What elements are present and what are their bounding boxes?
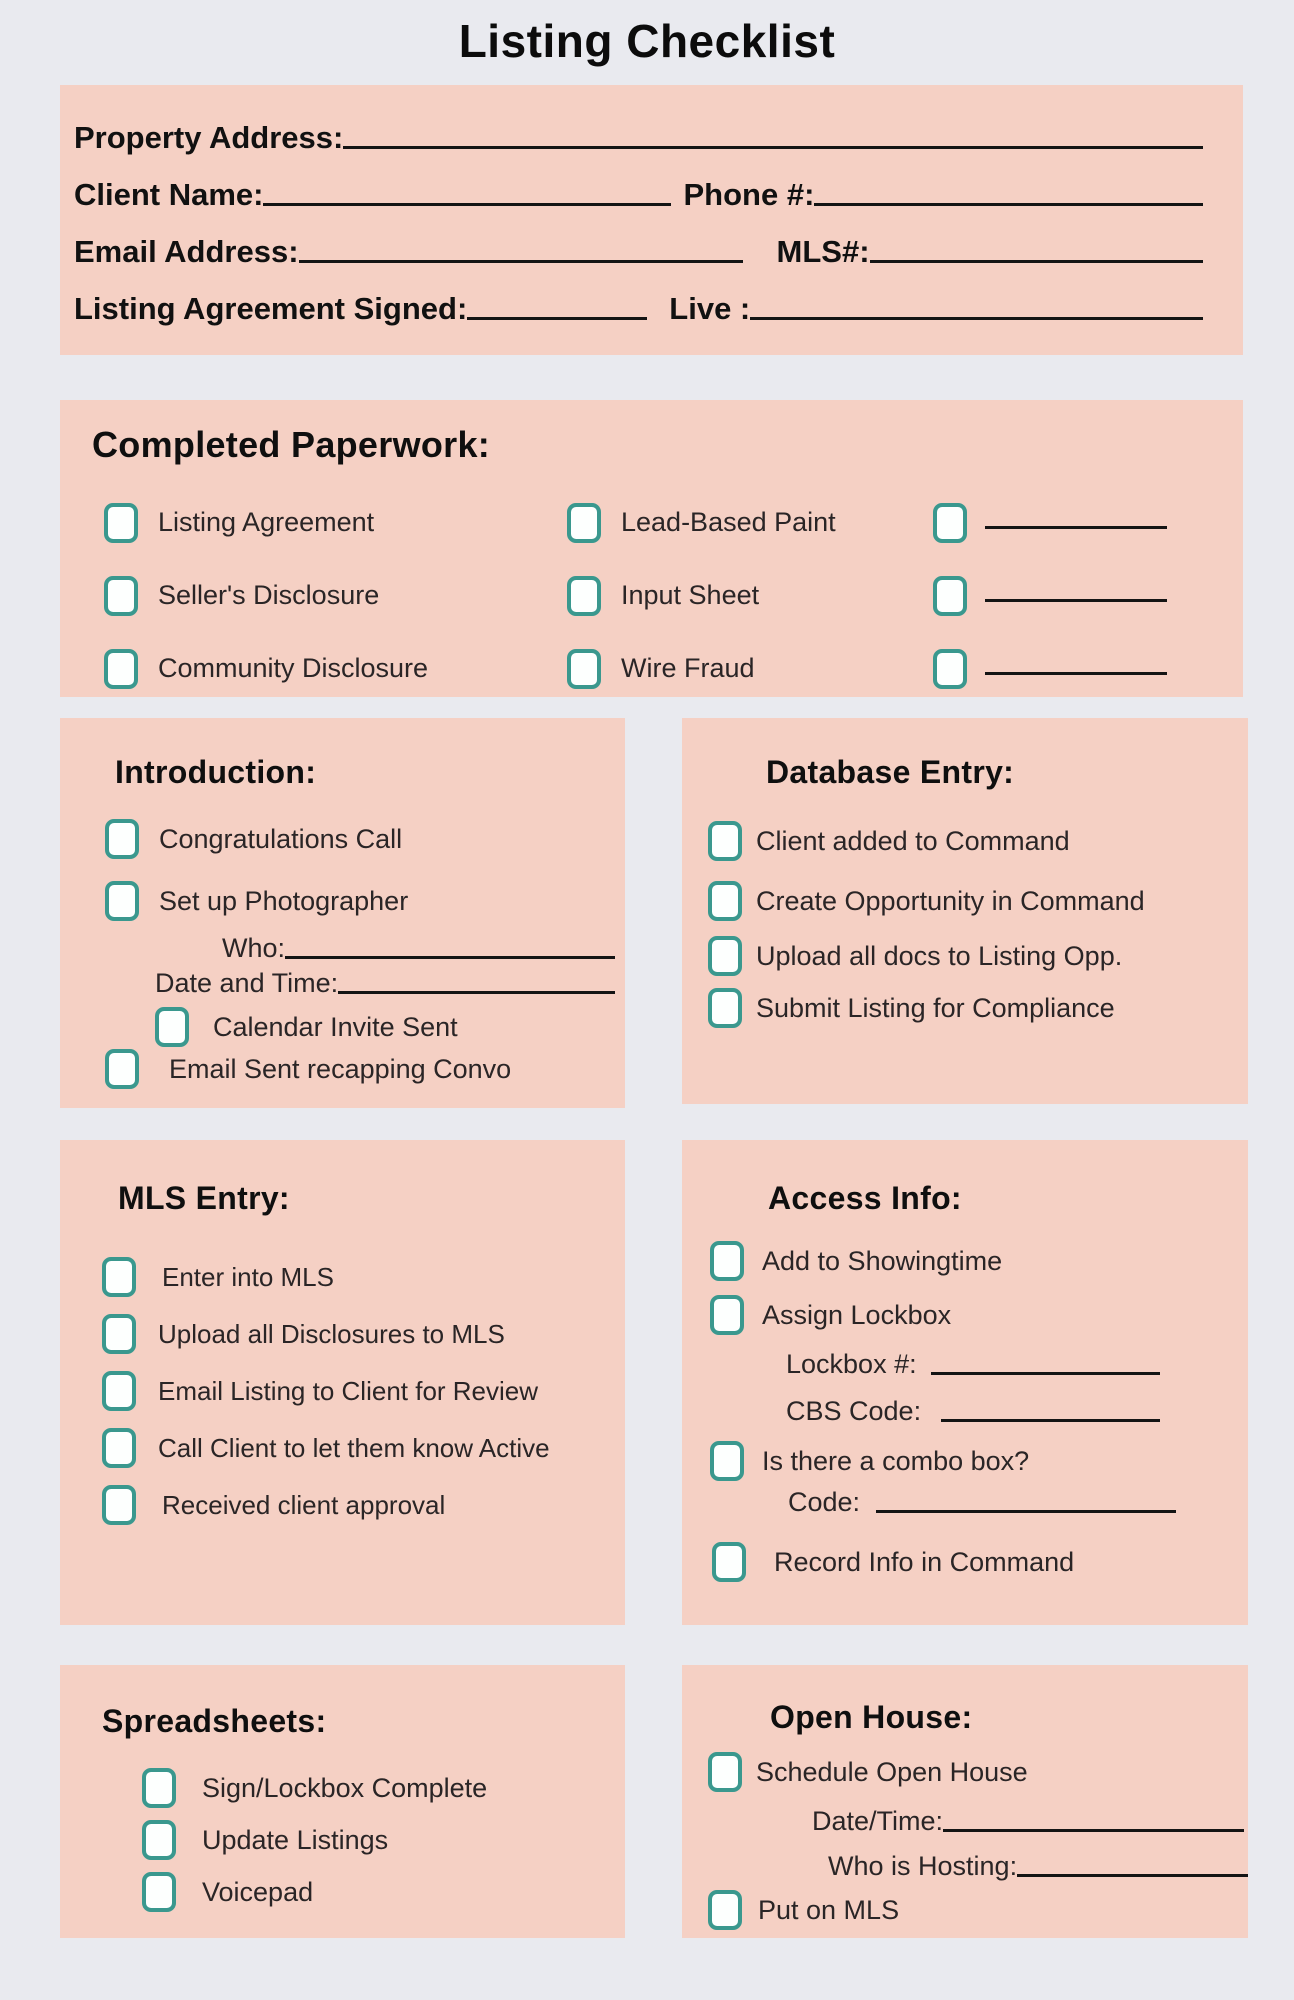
put-on-mls-label: Put on MLS bbox=[758, 1894, 900, 1925]
open-house-datetime-label: Date/Time: bbox=[812, 1806, 944, 1836]
call-client-active-row bbox=[102, 1428, 625, 1468]
email-listing-to-client-for-review-label: Email Listing to Client for Review bbox=[158, 1375, 539, 1406]
update-listings-label: Update Listings bbox=[202, 1824, 389, 1855]
live-label: Live : bbox=[669, 291, 751, 326]
create-opportunity-row bbox=[708, 881, 1248, 921]
enter-into-mls-row bbox=[102, 1257, 625, 1297]
spreadsheets-title: Spreadsheets: bbox=[102, 1703, 327, 1739]
email-listing-review-row bbox=[102, 1371, 625, 1411]
checkbox-schedule-open-house[interactable] bbox=[708, 1752, 742, 1792]
upload-disclosures-row bbox=[102, 1314, 625, 1354]
page-title: Listing Checklist bbox=[458, 15, 836, 67]
add-to-showingtime-row bbox=[710, 1241, 1248, 1281]
photographer-who-row bbox=[222, 933, 615, 964]
email-recap-row bbox=[105, 1049, 625, 1089]
phone-label: Phone #: bbox=[683, 177, 815, 212]
calendar-invite-sent-label: Calendar Invite Sent bbox=[213, 1011, 458, 1042]
mls-number-label: MLS#: bbox=[776, 234, 870, 269]
email-address-label: Email Address: bbox=[74, 234, 299, 269]
photographer-datetime-row bbox=[155, 968, 615, 999]
community-disclosure-label: Community Disclosure bbox=[158, 653, 429, 683]
lead-based-paint-label: Lead-Based Paint bbox=[621, 507, 836, 537]
update-listings-row bbox=[142, 1820, 625, 1860]
paperwork-row bbox=[92, 632, 1203, 705]
blank-paperwork-field-2[interactable] bbox=[985, 599, 1167, 602]
submit-compliance-row bbox=[708, 988, 1248, 1028]
sign-lockbox-complete-label: Sign/Lockbox Complete bbox=[202, 1772, 488, 1803]
lockbox-number-row bbox=[786, 1349, 1160, 1380]
checkbox-upload-all-docs-to-listing-opp[interactable] bbox=[708, 936, 742, 976]
open-house-datetime-field[interactable] bbox=[943, 1829, 1244, 1832]
put-on-mls-row bbox=[708, 1890, 1248, 1930]
listing-agreement-signed-field[interactable] bbox=[467, 317, 647, 320]
call-client-to-let-them-know-active-label: Call Client to let them know Active bbox=[158, 1432, 550, 1463]
checkbox-assign-lockbox[interactable] bbox=[710, 1295, 744, 1335]
sign-lockbox-complete-row bbox=[142, 1768, 625, 1808]
cbs-code-field[interactable] bbox=[941, 1419, 1160, 1422]
signed-live-row bbox=[74, 270, 1203, 327]
client-phone-row bbox=[74, 156, 1203, 213]
voicepad-label: Voicepad bbox=[202, 1876, 314, 1907]
is-there-a-combo-box-label: Is there a combo box? bbox=[762, 1445, 1030, 1476]
checkbox-sellers-disclosure[interactable] bbox=[104, 576, 138, 616]
checkbox-email-listing-to-client-for-review[interactable] bbox=[102, 1371, 136, 1411]
access-info-title: Access Info: bbox=[768, 1180, 962, 1216]
create-opportunity-in-command-label: Create Opportunity in Command bbox=[756, 885, 1145, 916]
spreadsheets-panel bbox=[60, 1665, 625, 1938]
introduction-panel bbox=[60, 718, 625, 1108]
congratulations-call-row bbox=[105, 819, 625, 859]
paperwork-grid bbox=[92, 486, 1203, 705]
add-to-showingtime-label: Add to Showingtime bbox=[762, 1245, 1003, 1276]
mls-entry-panel bbox=[60, 1140, 625, 1625]
client-name-field[interactable] bbox=[263, 203, 671, 206]
submit-listing-for-compliance-label: Submit Listing for Compliance bbox=[756, 992, 1115, 1023]
cbs-code-row bbox=[786, 1396, 1160, 1427]
who-is-hosting-row bbox=[828, 1851, 1248, 1882]
lockbox-number-label: Lockbox #: bbox=[786, 1349, 917, 1379]
header-panel bbox=[60, 85, 1243, 355]
checkbox-blank-1[interactable] bbox=[933, 503, 967, 543]
who-field[interactable] bbox=[285, 956, 615, 959]
record-info-in-command-label: Record Info in Command bbox=[774, 1546, 1075, 1577]
who-is-hosting-field[interactable] bbox=[1017, 1874, 1248, 1877]
listing-agreement-label: Listing Agreement bbox=[158, 507, 375, 537]
checkbox-input-sheet[interactable] bbox=[567, 576, 601, 616]
combo-code-row bbox=[788, 1487, 1176, 1518]
checkbox-update-listings[interactable] bbox=[142, 1820, 176, 1860]
assign-lockbox-row bbox=[710, 1295, 1248, 1335]
sellers-disclosure-label: Seller's Disclosure bbox=[158, 580, 380, 610]
cbs-code-label: CBS Code: bbox=[786, 1396, 922, 1426]
schedule-open-house-label: Schedule Open House bbox=[756, 1756, 1028, 1787]
live-field[interactable] bbox=[750, 317, 1203, 320]
upload-all-disclosures-to-mls-label: Upload all Disclosures to MLS bbox=[158, 1318, 505, 1349]
checkbox-community-disclosure[interactable] bbox=[104, 649, 138, 689]
congratulations-call-label: Congratulations Call bbox=[159, 823, 403, 854]
checkbox-listing-agreement[interactable] bbox=[104, 503, 138, 543]
paperwork-row bbox=[92, 559, 1203, 632]
mls-number-field[interactable] bbox=[870, 260, 1203, 263]
checkbox-wire-fraud[interactable] bbox=[567, 649, 601, 689]
combo-code-label: Code: bbox=[788, 1487, 861, 1517]
received-client-approval-label: Received client approval bbox=[162, 1489, 446, 1520]
mls-entry-title: MLS Entry: bbox=[118, 1180, 290, 1216]
checkbox-received-client-approval[interactable] bbox=[102, 1485, 136, 1525]
enter-into-mls-label: Enter into MLS bbox=[162, 1261, 334, 1292]
checkbox-put-on-mls[interactable] bbox=[708, 1890, 742, 1930]
checkbox-is-there-a-combo-box[interactable] bbox=[710, 1441, 744, 1481]
checkbox-calendar-invite-sent[interactable] bbox=[155, 1007, 189, 1047]
checkbox-congratulations-call[interactable] bbox=[105, 819, 139, 859]
wire-fraud-label: Wire Fraud bbox=[621, 653, 755, 683]
who-is-hosting-label: Who is Hosting: bbox=[828, 1851, 1018, 1881]
checkbox-voicepad[interactable] bbox=[142, 1872, 176, 1912]
record-info-row bbox=[712, 1542, 1248, 1582]
received-approval-row bbox=[102, 1485, 625, 1525]
listing-agreement-signed-label: Listing Agreement Signed: bbox=[74, 291, 468, 326]
checkbox-lead-based-paint[interactable] bbox=[567, 503, 601, 543]
checkbox-add-to-showingtime[interactable] bbox=[710, 1241, 744, 1281]
client-name-label: Client Name: bbox=[74, 177, 264, 212]
upload-docs-row bbox=[708, 936, 1248, 976]
checkbox-client-added-to-command[interactable] bbox=[708, 821, 742, 861]
introduction-title: Introduction: bbox=[115, 754, 317, 790]
calendar-invite-row bbox=[155, 1007, 625, 1047]
schedule-open-house-row bbox=[708, 1752, 1248, 1792]
blank-paperwork-field-1[interactable] bbox=[985, 526, 1167, 529]
email-mls-row bbox=[74, 213, 1203, 270]
database-entry-panel bbox=[682, 718, 1248, 1104]
checkbox-upload-all-disclosures-to-mls[interactable] bbox=[102, 1314, 136, 1354]
checkbox-email-sent-recapping-convo[interactable] bbox=[105, 1049, 139, 1089]
property-address-label: Property Address: bbox=[74, 120, 344, 155]
checkbox-create-opportunity-in-command[interactable] bbox=[708, 881, 742, 921]
combo-code-field[interactable] bbox=[876, 1510, 1176, 1513]
database-entry-title: Database Entry: bbox=[766, 754, 1015, 790]
checkbox-call-client-to-let-them-know-active[interactable] bbox=[102, 1428, 136, 1468]
open-house-datetime-row bbox=[812, 1806, 1244, 1837]
blank-paperwork-field-3[interactable] bbox=[985, 672, 1167, 675]
checkbox-enter-into-mls[interactable] bbox=[102, 1257, 136, 1297]
open-house-panel bbox=[682, 1665, 1248, 1938]
input-sheet-label: Input Sheet bbox=[621, 580, 760, 610]
property-address-field[interactable] bbox=[343, 146, 1203, 149]
paperwork-row bbox=[92, 486, 1203, 559]
completed-paperwork-panel bbox=[60, 400, 1243, 697]
checkbox-blank-2[interactable] bbox=[933, 576, 967, 616]
combo-box-row bbox=[710, 1441, 1248, 1481]
lockbox-number-field[interactable] bbox=[931, 1372, 1160, 1375]
set-up-photographer-row bbox=[105, 881, 625, 921]
checkbox-submit-listing-for-compliance[interactable] bbox=[708, 988, 742, 1028]
phone-field[interactable] bbox=[814, 203, 1203, 206]
date-and-time-field[interactable] bbox=[338, 991, 615, 994]
email-sent-recapping-convo-label: Email Sent recapping Convo bbox=[169, 1053, 512, 1084]
checkbox-set-up-photographer[interactable] bbox=[105, 881, 139, 921]
upload-all-docs-to-listing-opp-label: Upload all docs to Listing Opp. bbox=[756, 940, 1123, 971]
checkbox-record-info-in-command[interactable] bbox=[712, 1542, 746, 1582]
assign-lockbox-label: Assign Lockbox bbox=[762, 1299, 952, 1330]
set-up-photographer-label: Set up Photographer bbox=[159, 885, 409, 916]
who-label: Who: bbox=[222, 933, 286, 963]
client-added-row bbox=[708, 821, 1248, 861]
property-address-row bbox=[74, 99, 1203, 156]
email-address-field[interactable] bbox=[299, 260, 743, 263]
completed-paperwork-title: Completed Paperwork: bbox=[92, 424, 491, 465]
checkbox-blank-3[interactable] bbox=[933, 649, 967, 689]
checkbox-sign-lockbox-complete[interactable] bbox=[142, 1768, 176, 1808]
access-info-panel bbox=[682, 1140, 1248, 1625]
voicepad-row bbox=[142, 1872, 625, 1912]
client-added-to-command-label: Client added to Command bbox=[756, 825, 1070, 856]
date-and-time-label: Date and Time: bbox=[155, 968, 339, 998]
open-house-title: Open House: bbox=[770, 1699, 973, 1735]
